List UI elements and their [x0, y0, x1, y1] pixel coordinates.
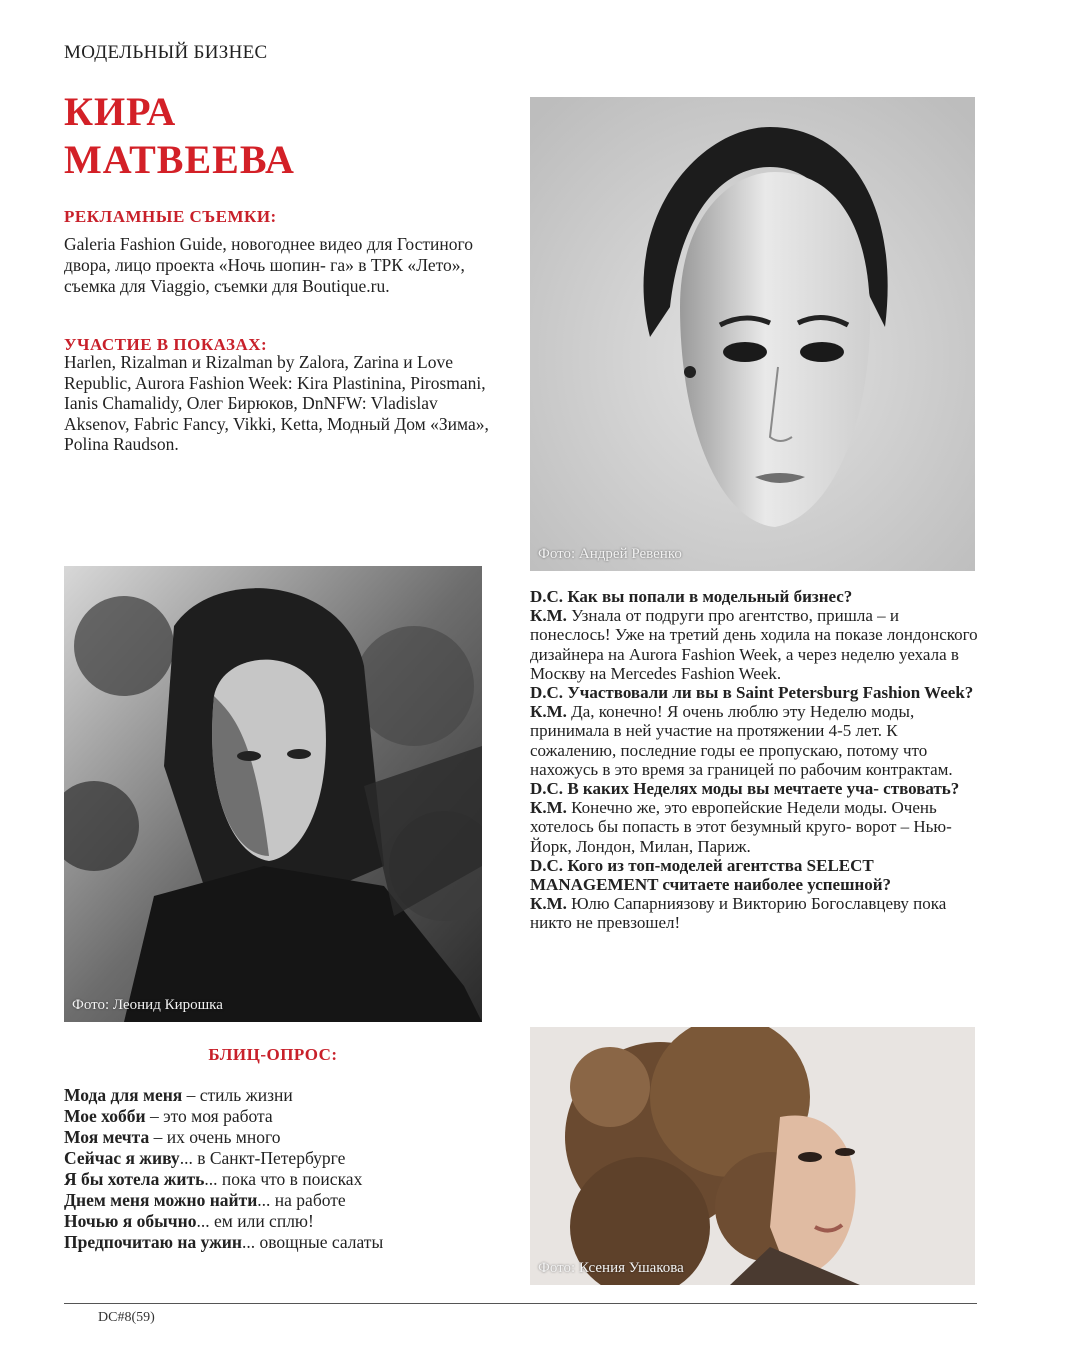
- interview-question-3: [530, 779, 980, 798]
- interview-speaker: К.М.: [530, 702, 567, 722]
- blitz-item: [64, 1127, 494, 1148]
- interview-speaker: D.C.: [530, 779, 564, 799]
- ads-text: Galeria Fashion Guide, новогоднее видео для Гостиного двора, лицо проекта «Ночь шопин- га» в ТРК «Лето», съемка для Viaggio, съемки для Boutique.ru.: [64, 234, 473, 296]
- model-name-first: КИРА: [64, 89, 177, 134]
- model-name: [64, 88, 484, 184]
- interview-text: Узнала от подруги про агентство, пришла – и понеслось! Уже на третий день ходила на показе лондонского дизайнера на Aurora Fashion Week, а через неделю уехала в Москву на Mercedes Fashion Week.: [530, 606, 978, 683]
- blitz-value: ... пока что в поисках: [204, 1169, 363, 1189]
- blitz-value: ... ем или сплю!: [196, 1211, 314, 1231]
- blitz-item: [64, 1169, 494, 1190]
- interview-text: В каких Неделях моды вы мечтаете уча- ствовать?: [567, 779, 960, 799]
- blitz-key: Мое хобби: [64, 1106, 146, 1126]
- interview-text: Юлю Сапарниязову и Викторию Богославцеву пока никто не превзошел!: [530, 894, 947, 933]
- shows-heading: УЧАСТИЕ В ПОКАЗАХ:: [64, 335, 268, 354]
- portrait-photo-top: [530, 97, 975, 571]
- photo-credit-bottom: Фото: Ксения Ушакова: [538, 1260, 684, 1276]
- interview-question-4: [530, 856, 980, 894]
- blitz-value: – их очень много: [149, 1127, 281, 1147]
- interview-answer-4: [530, 894, 980, 932]
- interview-speaker: К.М.: [530, 894, 567, 914]
- blitz-key: Предпочитаю на ужин: [64, 1232, 242, 1252]
- blitz-value: – это моя работа: [145, 1106, 273, 1126]
- interview-question-1: [530, 587, 980, 606]
- portrait-left-image: [64, 566, 482, 1022]
- portrait-bottom-image: [530, 1027, 975, 1285]
- blitz-list: [64, 1085, 494, 1253]
- issue-number: DC#8(59): [98, 1310, 155, 1325]
- photo-credit-top: Фото: Андрей Ревенко: [538, 546, 682, 562]
- interview-answer-1: [530, 606, 980, 683]
- interview-speaker: D.C.: [530, 587, 564, 606]
- blitz-item: [64, 1211, 494, 1232]
- interview-answer-3: [530, 798, 980, 856]
- interview-speaker: D.C.: [530, 683, 564, 703]
- interview-text: Конечно же, это европейские Недели моды. Очень хотелось бы попасть в этот безумный круго- ворот – Нью-Йорк, Лондон, Милан, Париж.: [530, 798, 952, 856]
- shows-text: Harlen, Rizalman и Rizalman by Zalora, Zarina и Love Republic, Aurora Fashion Week: Kira Plastinina, Pirosmani, Ianis Chamalidy, Олег Бирюков, DnNFW: Vladislav Aksenov, Fabric Fancy, Vikki, Ketta, Модный Дом «Зима», Polina Raudson.: [64, 352, 489, 454]
- interview-text: Да, конечно! Я очень люблю эту Неделю моды, принимала в ней участие на протяжении 4-5 лет. К сожалению, последние годы ее пропускаю, потому что нахожусь в это время за границей по рабочим контрактам.: [530, 702, 953, 779]
- interview-speaker: D.C.: [530, 855, 564, 875]
- interview-answer-2: [530, 702, 980, 779]
- interview-question-2: [530, 683, 980, 702]
- blitz-key: Днем меня можно найти: [64, 1190, 258, 1210]
- blitz-item: [64, 1190, 494, 1211]
- blitz-value: – стиль жизни: [182, 1085, 293, 1105]
- blitz-item: [64, 1106, 494, 1127]
- blitz-value: ... на работе: [257, 1190, 346, 1210]
- blitz-heading: БЛИЦ-ОПРОС:: [208, 1045, 338, 1064]
- footer-divider: [64, 1303, 977, 1304]
- blitz-value: ... овощные салаты: [241, 1232, 384, 1252]
- blitz-key: Моя мечта: [64, 1127, 150, 1147]
- interview-speaker: К.М.: [530, 606, 567, 626]
- interview-text: Участвовали ли вы в Saint Petersburg Fashion Week?: [567, 683, 974, 703]
- blitz-item: [64, 1085, 494, 1106]
- blitz-key: Я бы хотела жить: [64, 1169, 205, 1189]
- blitz-item: [64, 1232, 494, 1253]
- interview: [530, 587, 980, 933]
- interview-text: Как вы попали в модельный бизнес?: [567, 587, 853, 606]
- blitz-key: Ночью я обычно: [64, 1211, 197, 1231]
- blitz-value: ... в Санкт-Петербурге: [179, 1148, 346, 1168]
- blitz-key: Мода для меня: [64, 1085, 183, 1105]
- blitz-key: Сейчас я живу: [64, 1148, 180, 1168]
- portrait-top-image: [530, 97, 975, 571]
- model-name-last: МАТВЕЕВА: [64, 137, 295, 182]
- section-label: МОДЕЛЬНЫЙ БИЗНЕС: [64, 42, 268, 63]
- blitz-item: [64, 1148, 494, 1169]
- portrait-photo-left: [64, 566, 482, 1022]
- ads-heading: РЕКЛАМНЫЕ СЪЕМКИ:: [64, 207, 277, 226]
- photo-credit-left: Фото: Леонид Кирошка: [72, 997, 223, 1013]
- interview-text: Кого из топ-моделей агентства SELECT MANAGEMENT считаете наиболее успешной?: [530, 855, 892, 895]
- interview-speaker: К.М.: [530, 798, 567, 818]
- portrait-photo-bottom: [530, 1027, 975, 1285]
